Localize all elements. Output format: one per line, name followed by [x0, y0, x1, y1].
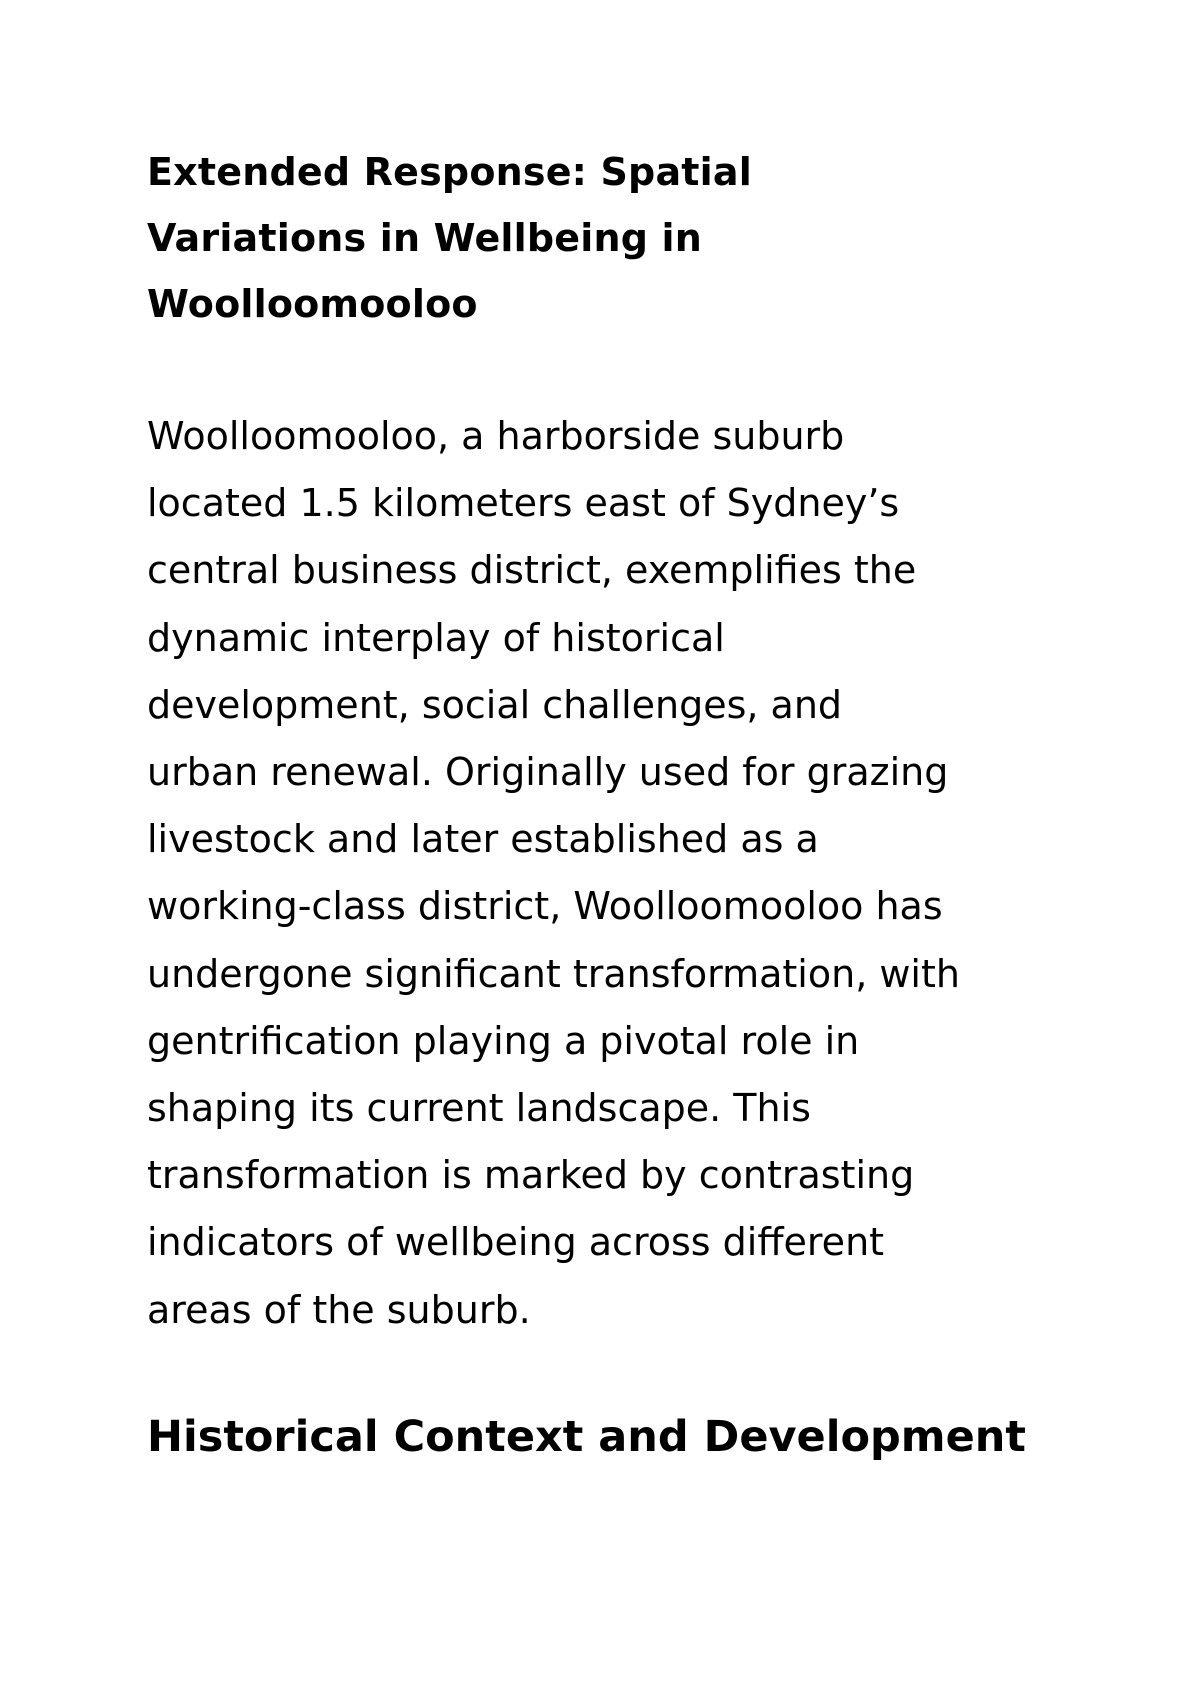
paragraph-line: Woolloomooloo, a harborside suburb	[147, 414, 845, 458]
paragraph-line: gentrification playing a pivotal role in	[147, 1018, 860, 1063]
title-line: Woolloomooloo	[147, 282, 478, 326]
paragraph-line: central business district, exemplifies the	[147, 548, 917, 593]
paragraph-line: areas of the suburb.	[147, 1287, 531, 1332]
paragraph-line: undergone significant transformation, with	[147, 951, 960, 996]
section-heading: Historical Context and Development	[147, 1411, 1026, 1462]
paragraph-line: development, social challenges, and	[147, 682, 843, 727]
paragraph-line: transformation is marked by contrasting	[147, 1153, 915, 1198]
paragraph-line: located 1.5 kilometers east of Sydney’s	[147, 481, 900, 526]
paragraph-line: indicators of wellbeing across different	[147, 1220, 885, 1265]
paragraph-line: urban renewal. Originally used for grazing	[147, 750, 949, 795]
paragraph-line: dynamic interplay of historical	[147, 615, 725, 660]
title-line: Extended Response: Spatial	[147, 150, 752, 194]
paragraph-line: shaping its current landscape. This	[147, 1086, 811, 1131]
paragraph-line: working-class district, Woolloomooloo has	[147, 884, 943, 929]
intro-paragraph	[147, 403, 1087, 1344]
document-title	[147, 139, 1087, 337]
document-content	[147, 139, 1087, 1470]
paragraph-line: livestock and later established as a	[147, 817, 819, 862]
title-line: Variations in Wellbeing in	[147, 216, 703, 260]
